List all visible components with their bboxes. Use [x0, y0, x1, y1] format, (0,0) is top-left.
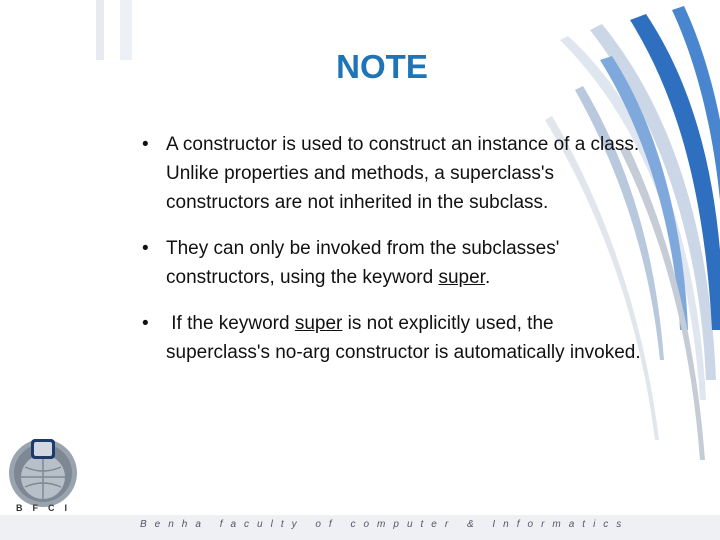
footer-code: BFCI [16, 503, 77, 513]
keyword-super: super [294, 313, 343, 334]
bullet-marker: • [142, 134, 149, 155]
bullet-list [140, 130, 660, 367]
bullet-marker: • [142, 238, 149, 259]
bullet-text: A constructor is used to construct an instance of a class. Unlike properties and methods, a superclass's constructors are not inherited in the subclass. [166, 134, 640, 213]
faculty-logo-icon [7, 433, 79, 509]
bullet-text-end: . [484, 267, 491, 288]
keyword-super: super [438, 267, 485, 288]
bullet-item [140, 309, 660, 367]
bullet-text: They can only be invoked from the subclasses' constructors, using the keyword [166, 238, 560, 288]
bullet-marker: • [142, 313, 149, 334]
bullet-text: If the keyword [166, 313, 295, 334]
footer-tagline: Benha faculty of computer & Informatics [140, 519, 630, 530]
slide-title: NOTE [336, 48, 428, 85]
bullet-text-end: is not explicitly used, the superclass's no-arg constructor is automatically invoked. [166, 313, 641, 363]
bullet-item [140, 130, 660, 217]
bullet-item [140, 234, 660, 292]
